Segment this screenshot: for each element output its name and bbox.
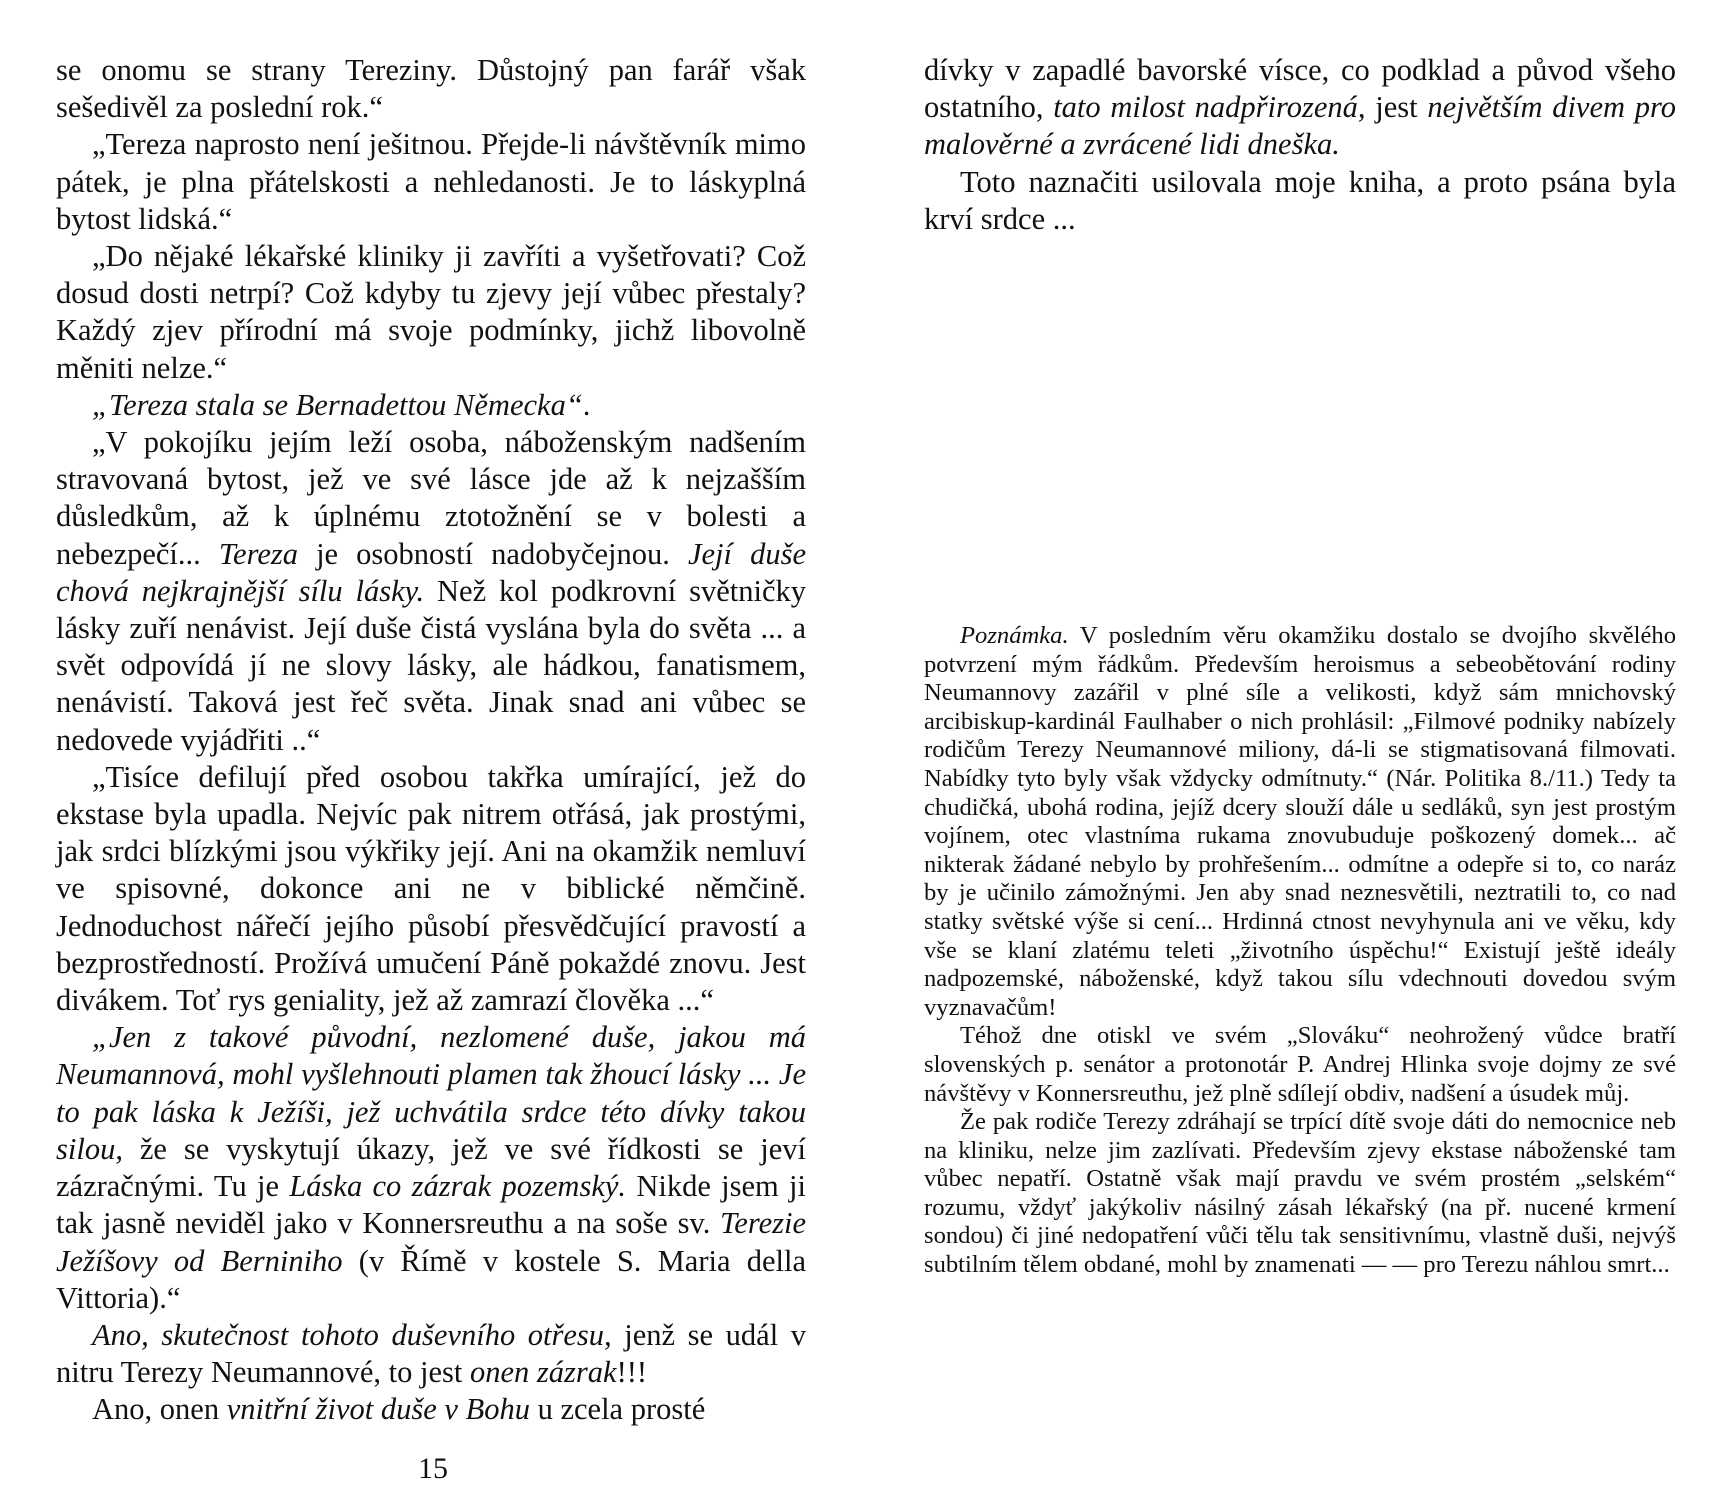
text: Ano, onen — [92, 1392, 227, 1427]
italic-text: Poznámka. — [960, 622, 1069, 649]
paragraph — [924, 164, 1676, 238]
text: (v Římě v kostele S. Maria della Vittoria).“ — [56, 1243, 806, 1315]
italic-text: vnitřní život duše v Bohu — [226, 1392, 530, 1427]
text: je osobností nadobyčejnou. — [297, 536, 688, 571]
paragraph — [924, 1108, 1676, 1280]
italic-text: onen zázrak — [470, 1355, 617, 1390]
text: !!! — [616, 1355, 648, 1390]
text: V posledním věru okamžiku dostalo se dvojího skvělého potvrzení mým řádkům. Především heroismus a sebeobětování rodiny Neumannovy zazářil v plné síle a velikosti, když sám mnichovský arcibiskup-kardinál Faulhaber o nich prohlásil: „Filmové podniky nabízely rodičům Terezy Neumannové miliony, dá-li se stigmatisovaná filmovati. Nabídky tyto byly však vždycky odmítnuty.“ (Nár. Politika 8./11.) Tedy ta chudičká, ubohá rodina, jejíž dcery slouží dále u sedláků, syn jest prostým vojínem, otec vlastníma rukama znovubuduje poškozený domek... ač nikterak žádané nebylo by prohřešením... odmítne a odepře si to, co naráz by je učinilo zámožnými. Jen aby snad neznesvětili, neztratili to, co nad statky světské výše si cení... Hrdinná ctnost nevyhynula ani ve věku, kdy vše se klaní zlatému teleti „životního úspěchu!“ Existují ještě ideály nadpozemské, náboženské, když takou sílu vdechnouti dovedou svým vyznavačům! — [924, 622, 1676, 1021]
italic-text: „Jen z takové původní, nezlomené duše, jakou má Neumannová, mohl vyšlehnouti plamen tak žhoucí lásky ... Je to pak láska k Ježíši, jež uchvátila srdce této dívky takou silou, — [56, 1020, 806, 1166]
italic-text: tato milost nadpřirozená, — [1053, 90, 1366, 125]
paragraph — [924, 52, 1676, 164]
paragraph — [56, 387, 806, 424]
text: „Do nějaké lékařské kliniky ji zavříti a vyšetřovati? Což dosud dosti netrpí? Což kdyby tu zjevy její vůbec přestaly? Každý zjev přírodní má svoje podmínky, jichž libovolně měniti nelze.“ — [56, 239, 806, 385]
text: se onomu se strany Tereziny. Důstojný pan farář však sešedivěl za poslední rok.“ — [56, 53, 806, 125]
text: Téhož dne otiskl ve svém „Slováku“ neohrožený vůdce bratří slovenských p. senátor a protonotár P. Andrej Hlinka svoje dojmy ze své návštěvy v Konnersreuthu, jež plně sdílejí obdiv, nadšení a úsudek můj. — [924, 1022, 1676, 1107]
paragraph — [56, 1391, 806, 1428]
paragraph — [56, 424, 806, 759]
italic-text: Její duše chová nejkrajnější sílu lásky. — [56, 536, 806, 608]
italic-text: Láska co zázrak pozemský. — [289, 1169, 627, 1204]
paragraph — [56, 1019, 806, 1317]
page-number: 15 — [418, 1452, 448, 1485]
italic-text: největším divem pro malověrné a zvrácené lidi dneška. — [924, 90, 1676, 162]
text: „Tereza naprosto není ješitnou. Přejde-li návštěvník mimo pátek, je plna přátelskosti a nehledanosti. Je to láskyplná bytost lidská.“ — [56, 127, 806, 236]
text: Toto naznačiti usilovala moje kniha, a proto psána byla krví srdce ... — [924, 164, 1676, 236]
italic-text: Ano, skutečnost tohoto duševního otřesu, — [92, 1317, 612, 1352]
paragraph — [56, 52, 806, 126]
paragraph — [924, 622, 1676, 1022]
text: u zcela prosté — [529, 1392, 706, 1427]
paragraph — [56, 759, 806, 1019]
left-page-text — [56, 52, 806, 1429]
paragraph — [56, 126, 806, 238]
text: že se vyskytují úkazy, jež ve své řídkosti se jeví zázračnými. Tu je — [56, 1131, 806, 1204]
right-page-text — [924, 52, 1676, 238]
text: Než kol podkrovní světničky lásky zuří nenávist. Její duše čistá vyslána byla do světa ... a svět odpovídá jí ne slovy lásky, ale hádkou, fanatismem, nenávistí. Taková jest řeč světa. Jinak snad ani vůbec se nedovede vyjádřiti ..“ — [56, 573, 806, 757]
italic-text: „Tereza stala se Bernadettou Německa“ — [92, 387, 583, 422]
text: Nikde jsem ji tak jasně neviděl jako v Konnersreuthu a na soše sv. — [56, 1169, 807, 1241]
text: jenž se udál v nitru Terezy Neumannové, to jest — [56, 1317, 807, 1390]
text: jest — [1365, 90, 1428, 125]
paragraph — [56, 1317, 806, 1391]
italic-text: Terezie Ježíšovy od Berniniho — [56, 1206, 806, 1278]
text: dívky v zapadlé bavorské vísce, co podklad a původ všeho ostatního, — [924, 53, 1676, 125]
text: „Tisíce defilují před osobou takřka umírající, jež do ekstase byla upadla. Nejvíc pak nitrem otřásá, jak prostými, jak srdci blízkými jsou výkřiky její. Ani na okamžik nemluví ve spisovné, dokonce ani ne v biblické němčině. Jednoduchost nářečí jejího působí přesvědčující pravostí a bezprostředností. Prožívá umučení Páně pokaždé znovu. Jest divákem. Toť rys geniality, jež až zamrazí člověka ...“ — [56, 759, 806, 1018]
italic-text: Tereza — [218, 536, 298, 571]
text: Že pak rodiče Terezy zdráhají se trpící dítě svoje dáti do nemocnice neb na kliniku, nelze jim zazlívati. Především zjevy ekstase náboženské tam vůbec nepatří. Ostatně však mají pravdu ve svém prostém „selském“ rozumu, vždyť jakýkoliv násilný zásah lékařský (na př. nucené krmení sondou) či jiné nedopatření vůči tělu tak sensitivnímu, vlastně duši, nejvýš subtilním tělem obdané, mohl by znamenati — — pro Terezu náhlou smrt... — [924, 1108, 1676, 1279]
text: . — [582, 387, 591, 422]
footnote-block — [924, 622, 1676, 1280]
paragraph — [924, 1022, 1676, 1108]
paragraph — [56, 238, 806, 387]
text: „V pokojíku jejím leží osoba, náboženským nadšením stravovaná bytost, jež ve své lásce jde až k nejzašším důsledkům, až k úplnému ztotožnění se v bolesti a nebezpečí... — [56, 425, 806, 571]
